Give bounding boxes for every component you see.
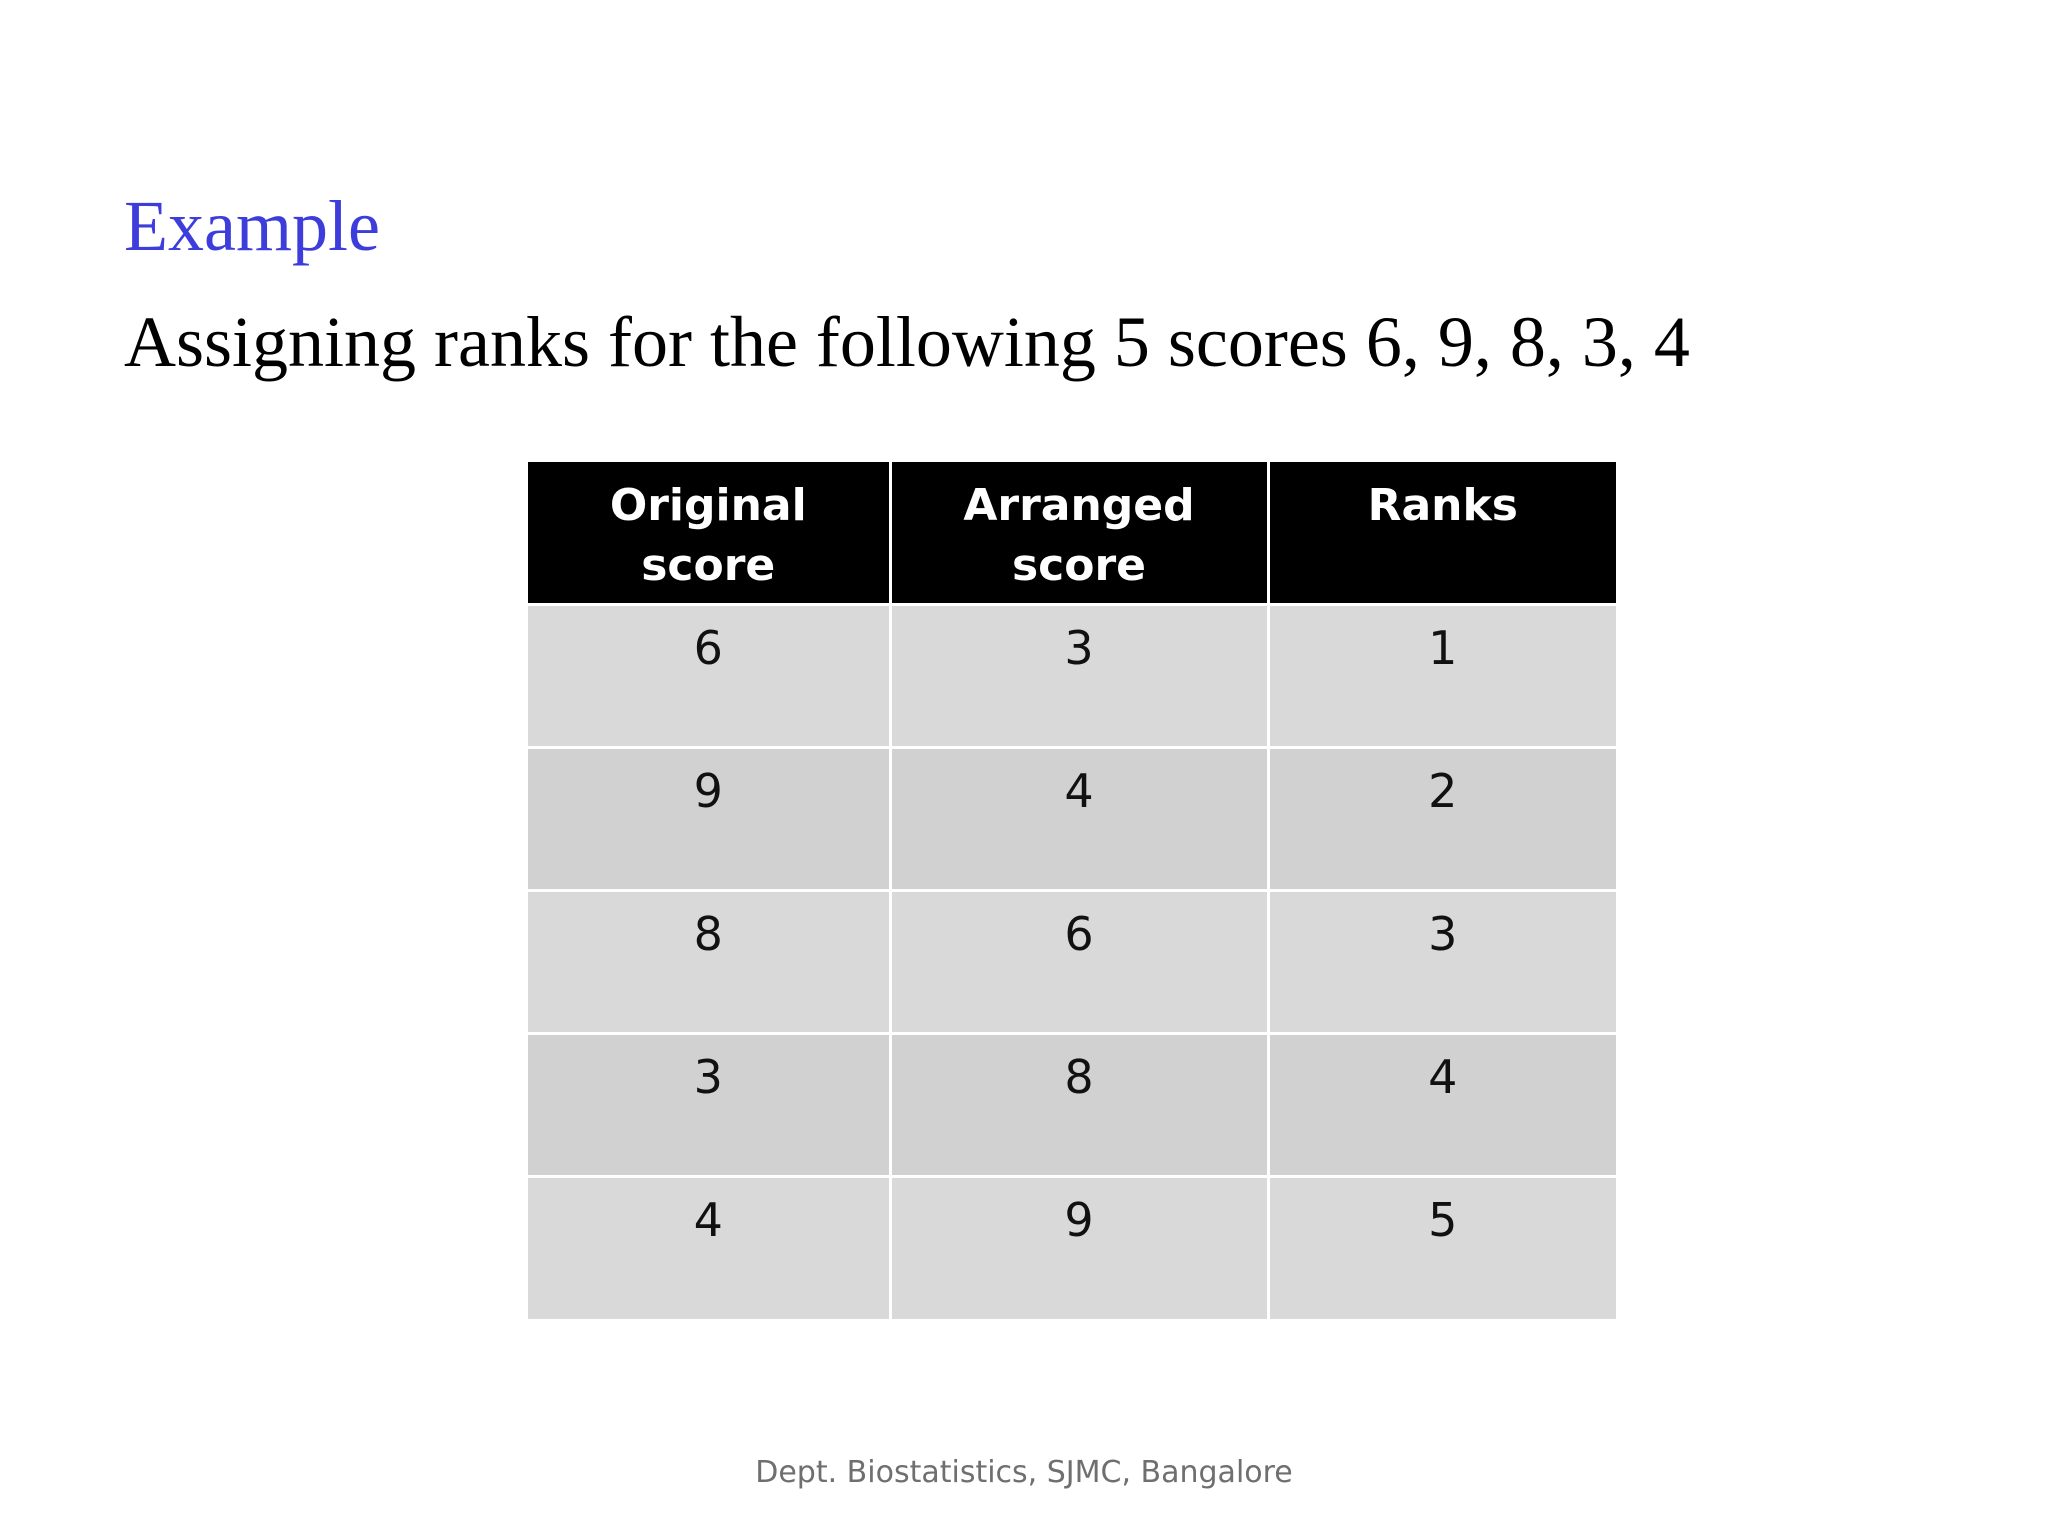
cell-rank: 5 [1268,1176,1616,1319]
cell-original-score: 8 [528,890,890,1033]
header-text: score [641,540,776,591]
cell-rank: 4 [1268,1033,1616,1176]
slide-title: Example [124,186,380,266]
cell-original-score: 9 [528,747,890,890]
slide-footer: Dept. Biostatistics, SJMC, Bangalore [755,1455,1293,1490]
cell-arranged-score: 6 [890,890,1268,1033]
header-original-score [528,462,890,604]
cell-arranged-score: 4 [890,747,1268,890]
table-row [528,604,1616,747]
cell-rank: 1 [1268,604,1616,747]
cell-arranged-score: 9 [890,1176,1268,1319]
cell-arranged-score: 3 [890,604,1268,747]
cell-rank: 2 [1268,747,1616,890]
cell-rank: 3 [1268,890,1616,1033]
header-ranks [1268,462,1616,604]
table-header-row [528,462,1616,604]
cell-arranged-score: 8 [890,1033,1268,1176]
header-text: Original [609,480,807,531]
header-arranged-score [890,462,1268,604]
header-text: Arranged [963,480,1195,531]
ranks-table [528,462,1616,1319]
cell-original-score: 4 [528,1176,890,1319]
header-text: Ranks [1367,480,1518,531]
cell-original-score: 6 [528,604,890,747]
table-row [528,747,1616,890]
table-row [528,1033,1616,1176]
cell-original-score: 3 [528,1033,890,1176]
table-row [528,890,1616,1033]
slide-subtitle: Assigning ranks for the following 5 scores 6, 9, 8, 3, 4 [124,302,1690,382]
header-text: score [1011,540,1147,591]
table-row [528,1176,1616,1319]
